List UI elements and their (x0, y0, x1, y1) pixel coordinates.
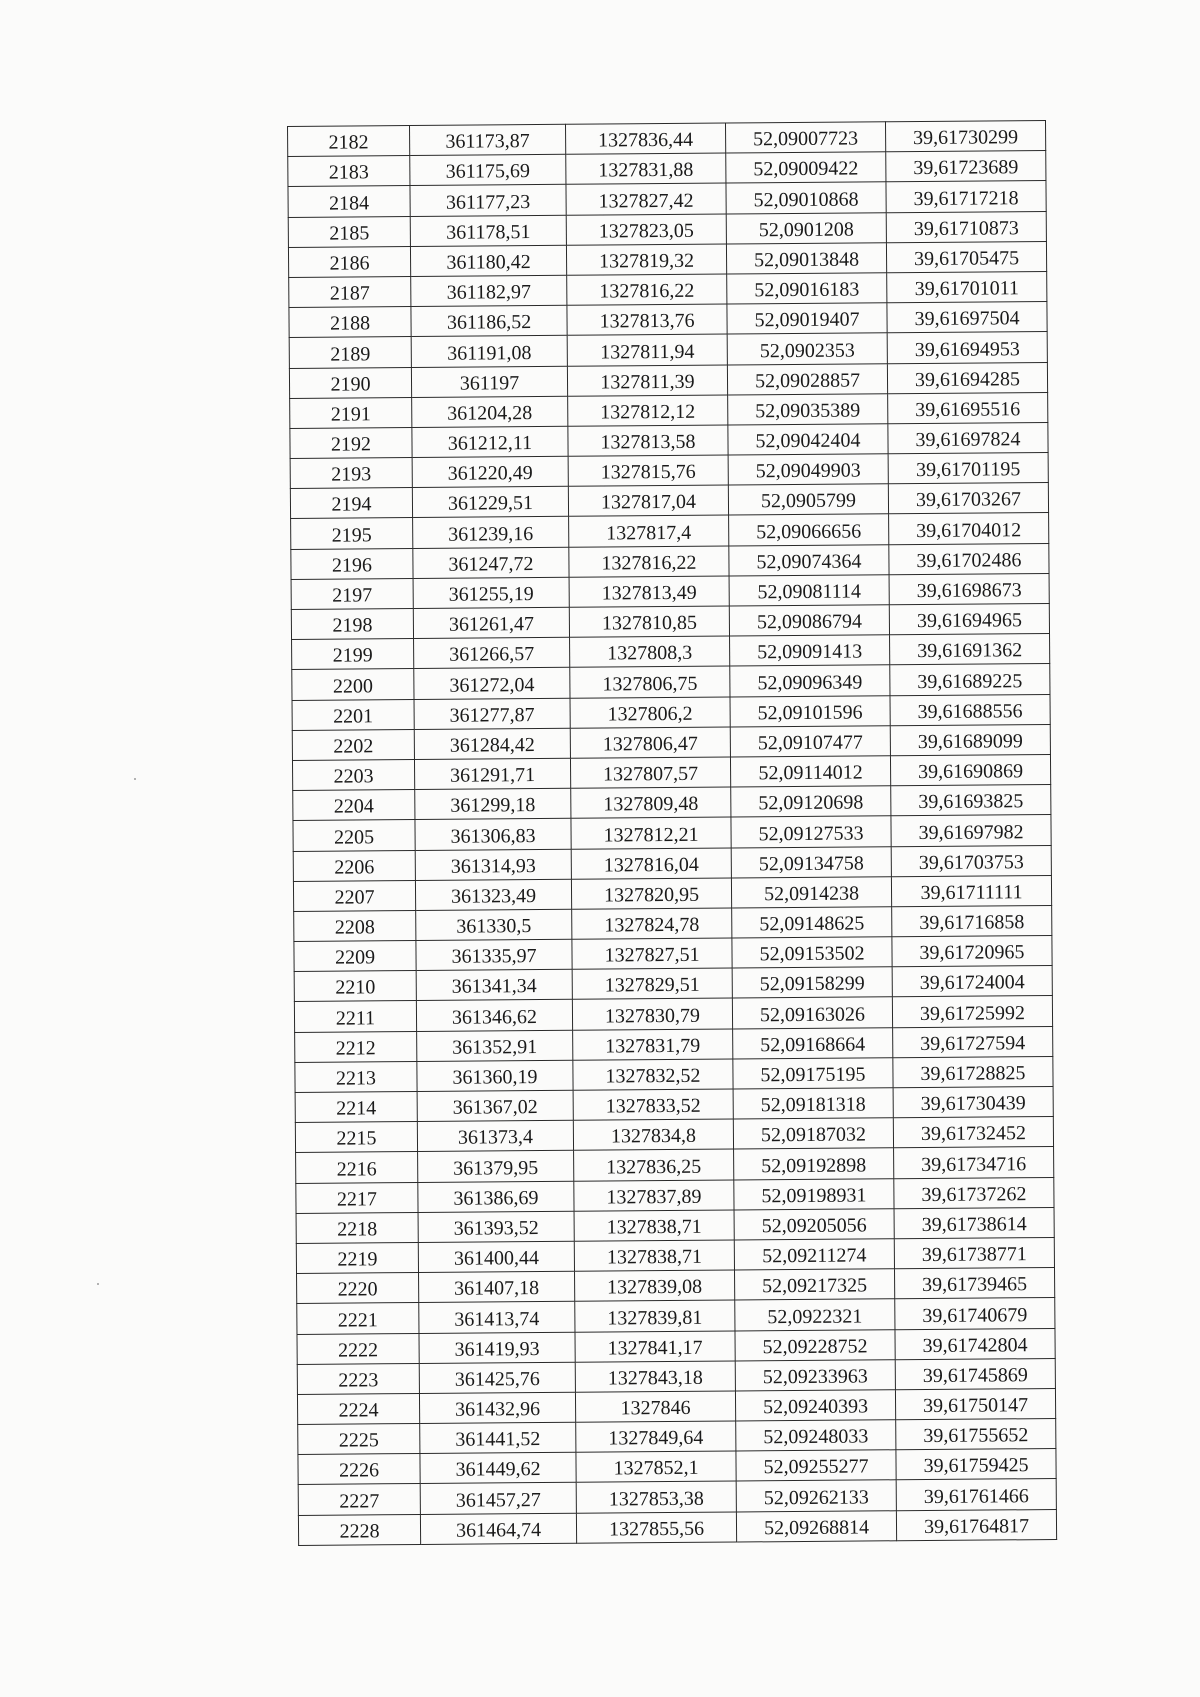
point-number-cell: 2215 (295, 1122, 417, 1153)
point-number-cell: 2228 (298, 1514, 420, 1545)
longitude-cell: 39,61759425 (896, 1449, 1056, 1480)
latitude-cell: 52,09228752 (735, 1329, 895, 1360)
longitude-cell: 39,61697824 (888, 422, 1048, 453)
latitude-cell: 52,09086794 (729, 605, 889, 636)
point-number-cell: 2213 (295, 1061, 417, 1092)
y-coordinate-cell: 1327817,4 (569, 515, 729, 546)
y-coordinate-cell: 1327827,42 (566, 183, 726, 214)
latitude-cell: 52,09028857 (727, 363, 887, 394)
point-number-cell: 2217 (296, 1182, 418, 1213)
latitude-cell: 52,09192898 (734, 1148, 894, 1179)
point-number-cell: 2190 (289, 367, 411, 398)
latitude-cell: 52,09107477 (730, 726, 890, 757)
longitude-cell: 39,61688556 (890, 694, 1050, 725)
x-coordinate-cell: 361191,08 (411, 336, 567, 367)
y-coordinate-cell: 1327808,3 (570, 636, 730, 667)
point-number-cell: 2214 (295, 1092, 417, 1123)
latitude-cell: 52,09163026 (732, 997, 892, 1028)
y-coordinate-cell: 1327812,21 (571, 817, 731, 848)
longitude-cell: 39,61742804 (895, 1328, 1055, 1359)
y-coordinate-cell: 1327816,22 (567, 274, 727, 305)
x-coordinate-cell: 361177,23 (410, 185, 566, 216)
latitude-cell: 52,09016183 (727, 273, 887, 304)
coordinates-table (287, 120, 1057, 1546)
x-coordinate-cell: 361464,74 (420, 1513, 576, 1544)
y-coordinate-cell: 1327813,76 (567, 304, 727, 335)
longitude-cell: 39,61738771 (894, 1237, 1054, 1268)
scan-speck (97, 1283, 99, 1285)
y-coordinate-cell: 1327816,04 (571, 848, 731, 879)
point-number-cell: 2183 (288, 156, 410, 187)
x-coordinate-cell: 361306,83 (415, 819, 571, 850)
y-coordinate-cell: 1327855,56 (576, 1512, 736, 1543)
y-coordinate-cell: 1327817,04 (568, 485, 728, 516)
latitude-cell: 52,09262133 (736, 1480, 896, 1511)
y-coordinate-cell: 1327813,49 (569, 576, 729, 607)
latitude-cell: 52,09066656 (729, 514, 889, 545)
latitude-cell: 52,0922321 (735, 1299, 895, 1330)
point-number-cell: 2198 (291, 609, 413, 640)
latitude-cell: 52,09035389 (728, 393, 888, 424)
point-number-cell: 2212 (295, 1031, 417, 1062)
point-number-cell: 2200 (292, 669, 414, 700)
x-coordinate-cell: 361335,97 (416, 939, 572, 970)
point-number-cell: 2206 (293, 850, 415, 881)
point-number-cell: 2210 (294, 971, 416, 1002)
latitude-cell: 52,09114012 (730, 756, 890, 787)
scan-speck (134, 778, 136, 780)
point-number-cell: 2187 (289, 276, 411, 307)
y-coordinate-cell: 1327806,2 (570, 697, 730, 728)
longitude-cell: 39,61693825 (891, 785, 1051, 816)
latitude-cell: 52,09233963 (735, 1359, 895, 1390)
x-coordinate-cell: 361284,42 (414, 728, 570, 759)
x-coordinate-cell: 361330,5 (416, 909, 572, 940)
x-coordinate-cell: 361407,18 (419, 1271, 575, 1302)
x-coordinate-cell: 361323,49 (415, 879, 571, 910)
point-number-cell: 2218 (296, 1212, 418, 1243)
point-number-cell: 2201 (292, 699, 414, 730)
point-number-cell: 2222 (297, 1333, 419, 1364)
longitude-cell: 39,61689225 (890, 664, 1050, 695)
longitude-cell: 39,61702486 (889, 543, 1049, 574)
x-coordinate-cell: 361432,96 (419, 1392, 575, 1423)
x-coordinate-cell: 361441,52 (420, 1422, 576, 1453)
x-coordinate-cell: 361182,97 (411, 275, 567, 306)
point-number-cell: 2220 (297, 1273, 419, 1304)
x-coordinate-cell: 361346,62 (416, 1000, 572, 1031)
point-number-cell: 2205 (293, 820, 415, 851)
latitude-cell: 52,09181318 (733, 1088, 893, 1119)
point-number-cell: 2226 (298, 1454, 420, 1485)
longitude-cell: 39,61701195 (888, 453, 1048, 484)
point-number-cell: 2224 (297, 1393, 419, 1424)
table-row (298, 1509, 1056, 1545)
y-coordinate-cell: 1327849,64 (576, 1421, 736, 1452)
y-coordinate-cell: 1327824,78 (572, 908, 732, 939)
longitude-cell: 39,61697504 (887, 302, 1047, 333)
latitude-cell: 52,09007723 (725, 122, 885, 153)
point-number-cell: 2216 (296, 1152, 418, 1183)
y-coordinate-cell: 1327831,88 (566, 153, 726, 184)
x-coordinate-cell: 361400,44 (418, 1241, 574, 1272)
x-coordinate-cell: 361175,69 (410, 154, 566, 185)
longitude-cell: 39,61710873 (886, 211, 1046, 242)
longitude-cell: 39,61689099 (890, 724, 1050, 755)
y-coordinate-cell: 1327843,18 (575, 1361, 735, 1392)
longitude-cell: 39,61737262 (894, 1177, 1054, 1208)
y-coordinate-cell: 1327839,08 (575, 1270, 735, 1301)
longitude-cell: 39,61740679 (895, 1298, 1055, 1329)
latitude-cell: 52,09240393 (735, 1390, 895, 1421)
longitude-cell: 39,61716858 (892, 905, 1052, 936)
latitude-cell: 52,09248033 (736, 1420, 896, 1451)
y-coordinate-cell: 1327829,51 (572, 968, 732, 999)
y-coordinate-cell: 1327816,22 (569, 546, 729, 577)
coordinates-table-body (288, 121, 1057, 1546)
x-coordinate-cell: 361379,95 (418, 1151, 574, 1182)
longitude-cell: 39,61704012 (889, 513, 1049, 544)
x-coordinate-cell: 361291,71 (414, 758, 570, 789)
point-number-cell: 2189 (289, 337, 411, 368)
latitude-cell: 52,0905799 (728, 484, 888, 515)
latitude-cell: 52,09134758 (731, 846, 891, 877)
latitude-cell: 52,09148625 (732, 907, 892, 938)
latitude-cell: 52,09268814 (736, 1510, 896, 1541)
x-coordinate-cell: 361247,72 (413, 547, 569, 578)
longitude-cell: 39,61705475 (886, 241, 1046, 272)
longitude-cell: 39,61745869 (895, 1358, 1055, 1389)
point-number-cell: 2211 (294, 1001, 416, 1032)
latitude-cell: 52,09096349 (730, 665, 890, 696)
x-coordinate-cell: 361449,62 (420, 1453, 576, 1484)
x-coordinate-cell: 361272,04 (414, 668, 570, 699)
longitude-cell: 39,61701011 (887, 271, 1047, 302)
latitude-cell: 52,09010868 (726, 182, 886, 213)
longitude-cell: 39,61720965 (892, 936, 1052, 967)
point-number-cell: 2202 (292, 729, 414, 760)
x-coordinate-cell: 361314,93 (415, 849, 571, 880)
x-coordinate-cell: 361352,91 (417, 1030, 573, 1061)
longitude-cell: 39,61730299 (885, 121, 1045, 152)
x-coordinate-cell: 361341,34 (416, 970, 572, 1001)
latitude-cell: 52,09127533 (731, 816, 891, 847)
y-coordinate-cell: 1327812,12 (568, 395, 728, 426)
longitude-cell: 39,61739465 (894, 1268, 1054, 1299)
x-coordinate-cell: 361178,51 (410, 215, 566, 246)
latitude-cell: 52,09175195 (733, 1058, 893, 1089)
y-coordinate-cell: 1327806,47 (570, 727, 730, 758)
longitude-cell: 39,61764817 (896, 1509, 1056, 1540)
point-number-cell: 2194 (290, 488, 412, 519)
longitude-cell: 39,61732452 (893, 1117, 1053, 1148)
latitude-cell: 52,0902353 (727, 333, 887, 364)
x-coordinate-cell: 361299,18 (415, 788, 571, 819)
y-coordinate-cell: 1327806,75 (570, 666, 730, 697)
point-number-cell: 2184 (288, 186, 410, 217)
latitude-cell: 52,09255277 (736, 1450, 896, 1481)
point-number-cell: 2182 (288, 126, 410, 157)
y-coordinate-cell: 1327830,79 (572, 998, 732, 1029)
point-number-cell: 2203 (292, 759, 414, 790)
point-number-cell: 2204 (293, 790, 415, 821)
x-coordinate-cell: 361266,57 (414, 637, 570, 668)
longitude-cell: 39,61723689 (886, 151, 1046, 182)
x-coordinate-cell: 361360,19 (417, 1060, 573, 1091)
longitude-cell: 39,61734716 (894, 1147, 1054, 1178)
longitude-cell: 39,61728825 (893, 1056, 1053, 1087)
latitude-cell: 52,09205056 (734, 1209, 894, 1240)
point-number-cell: 2196 (291, 548, 413, 579)
latitude-cell: 52,09009422 (726, 152, 886, 183)
x-coordinate-cell: 361180,42 (410, 245, 566, 276)
x-coordinate-cell: 361255,19 (413, 577, 569, 608)
y-coordinate-cell: 1327810,85 (569, 606, 729, 637)
x-coordinate-cell: 361425,76 (419, 1362, 575, 1393)
longitude-cell: 39,61738614 (894, 1207, 1054, 1238)
x-coordinate-cell: 361419,93 (419, 1332, 575, 1363)
y-coordinate-cell: 1327809,48 (571, 787, 731, 818)
latitude-cell: 52,09153502 (732, 937, 892, 968)
y-coordinate-cell: 1327846 (575, 1391, 735, 1422)
longitude-cell: 39,61730439 (893, 1087, 1053, 1118)
latitude-cell: 52,09074364 (729, 544, 889, 575)
latitude-cell: 52,09168664 (733, 1027, 893, 1058)
longitude-cell: 39,61694285 (887, 362, 1047, 393)
y-coordinate-cell: 1327827,51 (572, 938, 732, 969)
latitude-cell: 52,09019407 (727, 303, 887, 334)
y-coordinate-cell: 1327852,1 (576, 1451, 736, 1482)
y-coordinate-cell: 1327836,25 (574, 1149, 734, 1180)
y-coordinate-cell: 1327820,95 (571, 878, 731, 909)
y-coordinate-cell: 1327831,79 (573, 1029, 733, 1060)
longitude-cell: 39,61698673 (889, 573, 1049, 604)
point-number-cell: 2227 (298, 1484, 420, 1515)
point-number-cell: 2221 (297, 1303, 419, 1334)
point-number-cell: 2225 (298, 1424, 420, 1455)
longitude-cell: 39,61724004 (892, 966, 1052, 997)
x-coordinate-cell: 361204,28 (412, 396, 568, 427)
longitude-cell: 39,61703267 (888, 483, 1048, 514)
point-number-cell: 2188 (289, 307, 411, 338)
point-number-cell: 2207 (293, 880, 415, 911)
longitude-cell: 39,61711111 (891, 875, 1051, 906)
latitude-cell: 52,09198931 (734, 1178, 894, 1209)
x-coordinate-cell: 361220,49 (412, 456, 568, 487)
longitude-cell: 39,61694953 (887, 332, 1047, 363)
y-coordinate-cell: 1327819,32 (566, 244, 726, 275)
longitude-cell: 39,61694965 (889, 604, 1049, 635)
x-coordinate-cell: 361186,52 (411, 305, 567, 336)
y-coordinate-cell: 1327811,39 (567, 365, 727, 396)
point-number-cell: 2208 (294, 910, 416, 941)
point-number-cell: 2186 (288, 246, 410, 277)
y-coordinate-cell: 1327813,58 (568, 425, 728, 456)
point-number-cell: 2199 (292, 639, 414, 670)
y-coordinate-cell: 1327841,17 (575, 1331, 735, 1362)
latitude-cell: 52,09158299 (732, 967, 892, 998)
point-number-cell: 2195 (291, 518, 413, 549)
longitude-cell: 39,61725992 (892, 996, 1052, 1027)
y-coordinate-cell: 1327832,52 (573, 1059, 733, 1090)
point-number-cell: 2219 (296, 1242, 418, 1273)
longitude-cell: 39,61695516 (888, 392, 1048, 423)
x-coordinate-cell: 361173,87 (410, 124, 566, 155)
x-coordinate-cell: 361386,69 (418, 1181, 574, 1212)
y-coordinate-cell: 1327815,76 (568, 455, 728, 486)
y-coordinate-cell: 1327834,8 (573, 1119, 733, 1150)
y-coordinate-cell: 1327807,57 (570, 757, 730, 788)
longitude-cell: 39,61703753 (891, 845, 1051, 876)
point-number-cell: 2197 (291, 578, 413, 609)
longitude-cell: 39,61727594 (893, 1026, 1053, 1057)
y-coordinate-cell: 1327838,71 (574, 1210, 734, 1241)
latitude-cell: 52,09042404 (728, 424, 888, 455)
latitude-cell: 52,0901208 (726, 212, 886, 243)
latitude-cell: 52,09049903 (728, 454, 888, 485)
latitude-cell: 52,09187032 (733, 1118, 893, 1149)
x-coordinate-cell: 361367,02 (417, 1090, 573, 1121)
y-coordinate-cell: 1327823,05 (566, 214, 726, 245)
x-coordinate-cell: 361413,74 (419, 1302, 575, 1333)
longitude-cell: 39,61761466 (896, 1479, 1056, 1510)
latitude-cell: 52,09013848 (726, 243, 886, 274)
point-number-cell: 2192 (290, 427, 412, 458)
latitude-cell: 52,09081114 (729, 575, 889, 606)
point-number-cell: 2191 (290, 397, 412, 428)
latitude-cell: 52,09101596 (730, 695, 890, 726)
longitude-cell: 39,61755652 (896, 1419, 1056, 1450)
latitude-cell: 52,09120698 (731, 786, 891, 817)
x-coordinate-cell: 361277,87 (414, 698, 570, 729)
y-coordinate-cell: 1327839,81 (575, 1300, 735, 1331)
point-number-cell: 2209 (294, 941, 416, 972)
x-coordinate-cell: 361212,11 (412, 426, 568, 457)
y-coordinate-cell: 1327853,38 (576, 1481, 736, 1512)
latitude-cell: 52,09211274 (734, 1239, 894, 1270)
point-number-cell: 2223 (297, 1363, 419, 1394)
y-coordinate-cell: 1327836,44 (565, 123, 725, 154)
point-number-cell: 2185 (288, 216, 410, 247)
x-coordinate-cell: 361197 (411, 366, 567, 397)
longitude-cell: 39,61697982 (891, 815, 1051, 846)
latitude-cell: 52,0914238 (731, 876, 891, 907)
y-coordinate-cell: 1327837,89 (574, 1180, 734, 1211)
y-coordinate-cell: 1327833,52 (573, 1089, 733, 1120)
y-coordinate-cell: 1327811,94 (567, 334, 727, 365)
point-number-cell: 2193 (290, 458, 412, 489)
longitude-cell: 39,61750147 (895, 1388, 1055, 1419)
latitude-cell: 52,09091413 (730, 635, 890, 666)
latitude-cell: 52,09217325 (734, 1269, 894, 1300)
x-coordinate-cell: 361261,47 (413, 607, 569, 638)
x-coordinate-cell: 361373,4 (417, 1120, 573, 1151)
longitude-cell: 39,61717218 (886, 181, 1046, 212)
x-coordinate-cell: 361393,52 (418, 1211, 574, 1242)
longitude-cell: 39,61690869 (890, 754, 1050, 785)
x-coordinate-cell: 361229,51 (412, 487, 568, 518)
x-coordinate-cell: 361239,16 (413, 517, 569, 548)
y-coordinate-cell: 1327838,71 (574, 1240, 734, 1271)
longitude-cell: 39,61691362 (890, 634, 1050, 665)
x-coordinate-cell: 361457,27 (420, 1483, 576, 1514)
